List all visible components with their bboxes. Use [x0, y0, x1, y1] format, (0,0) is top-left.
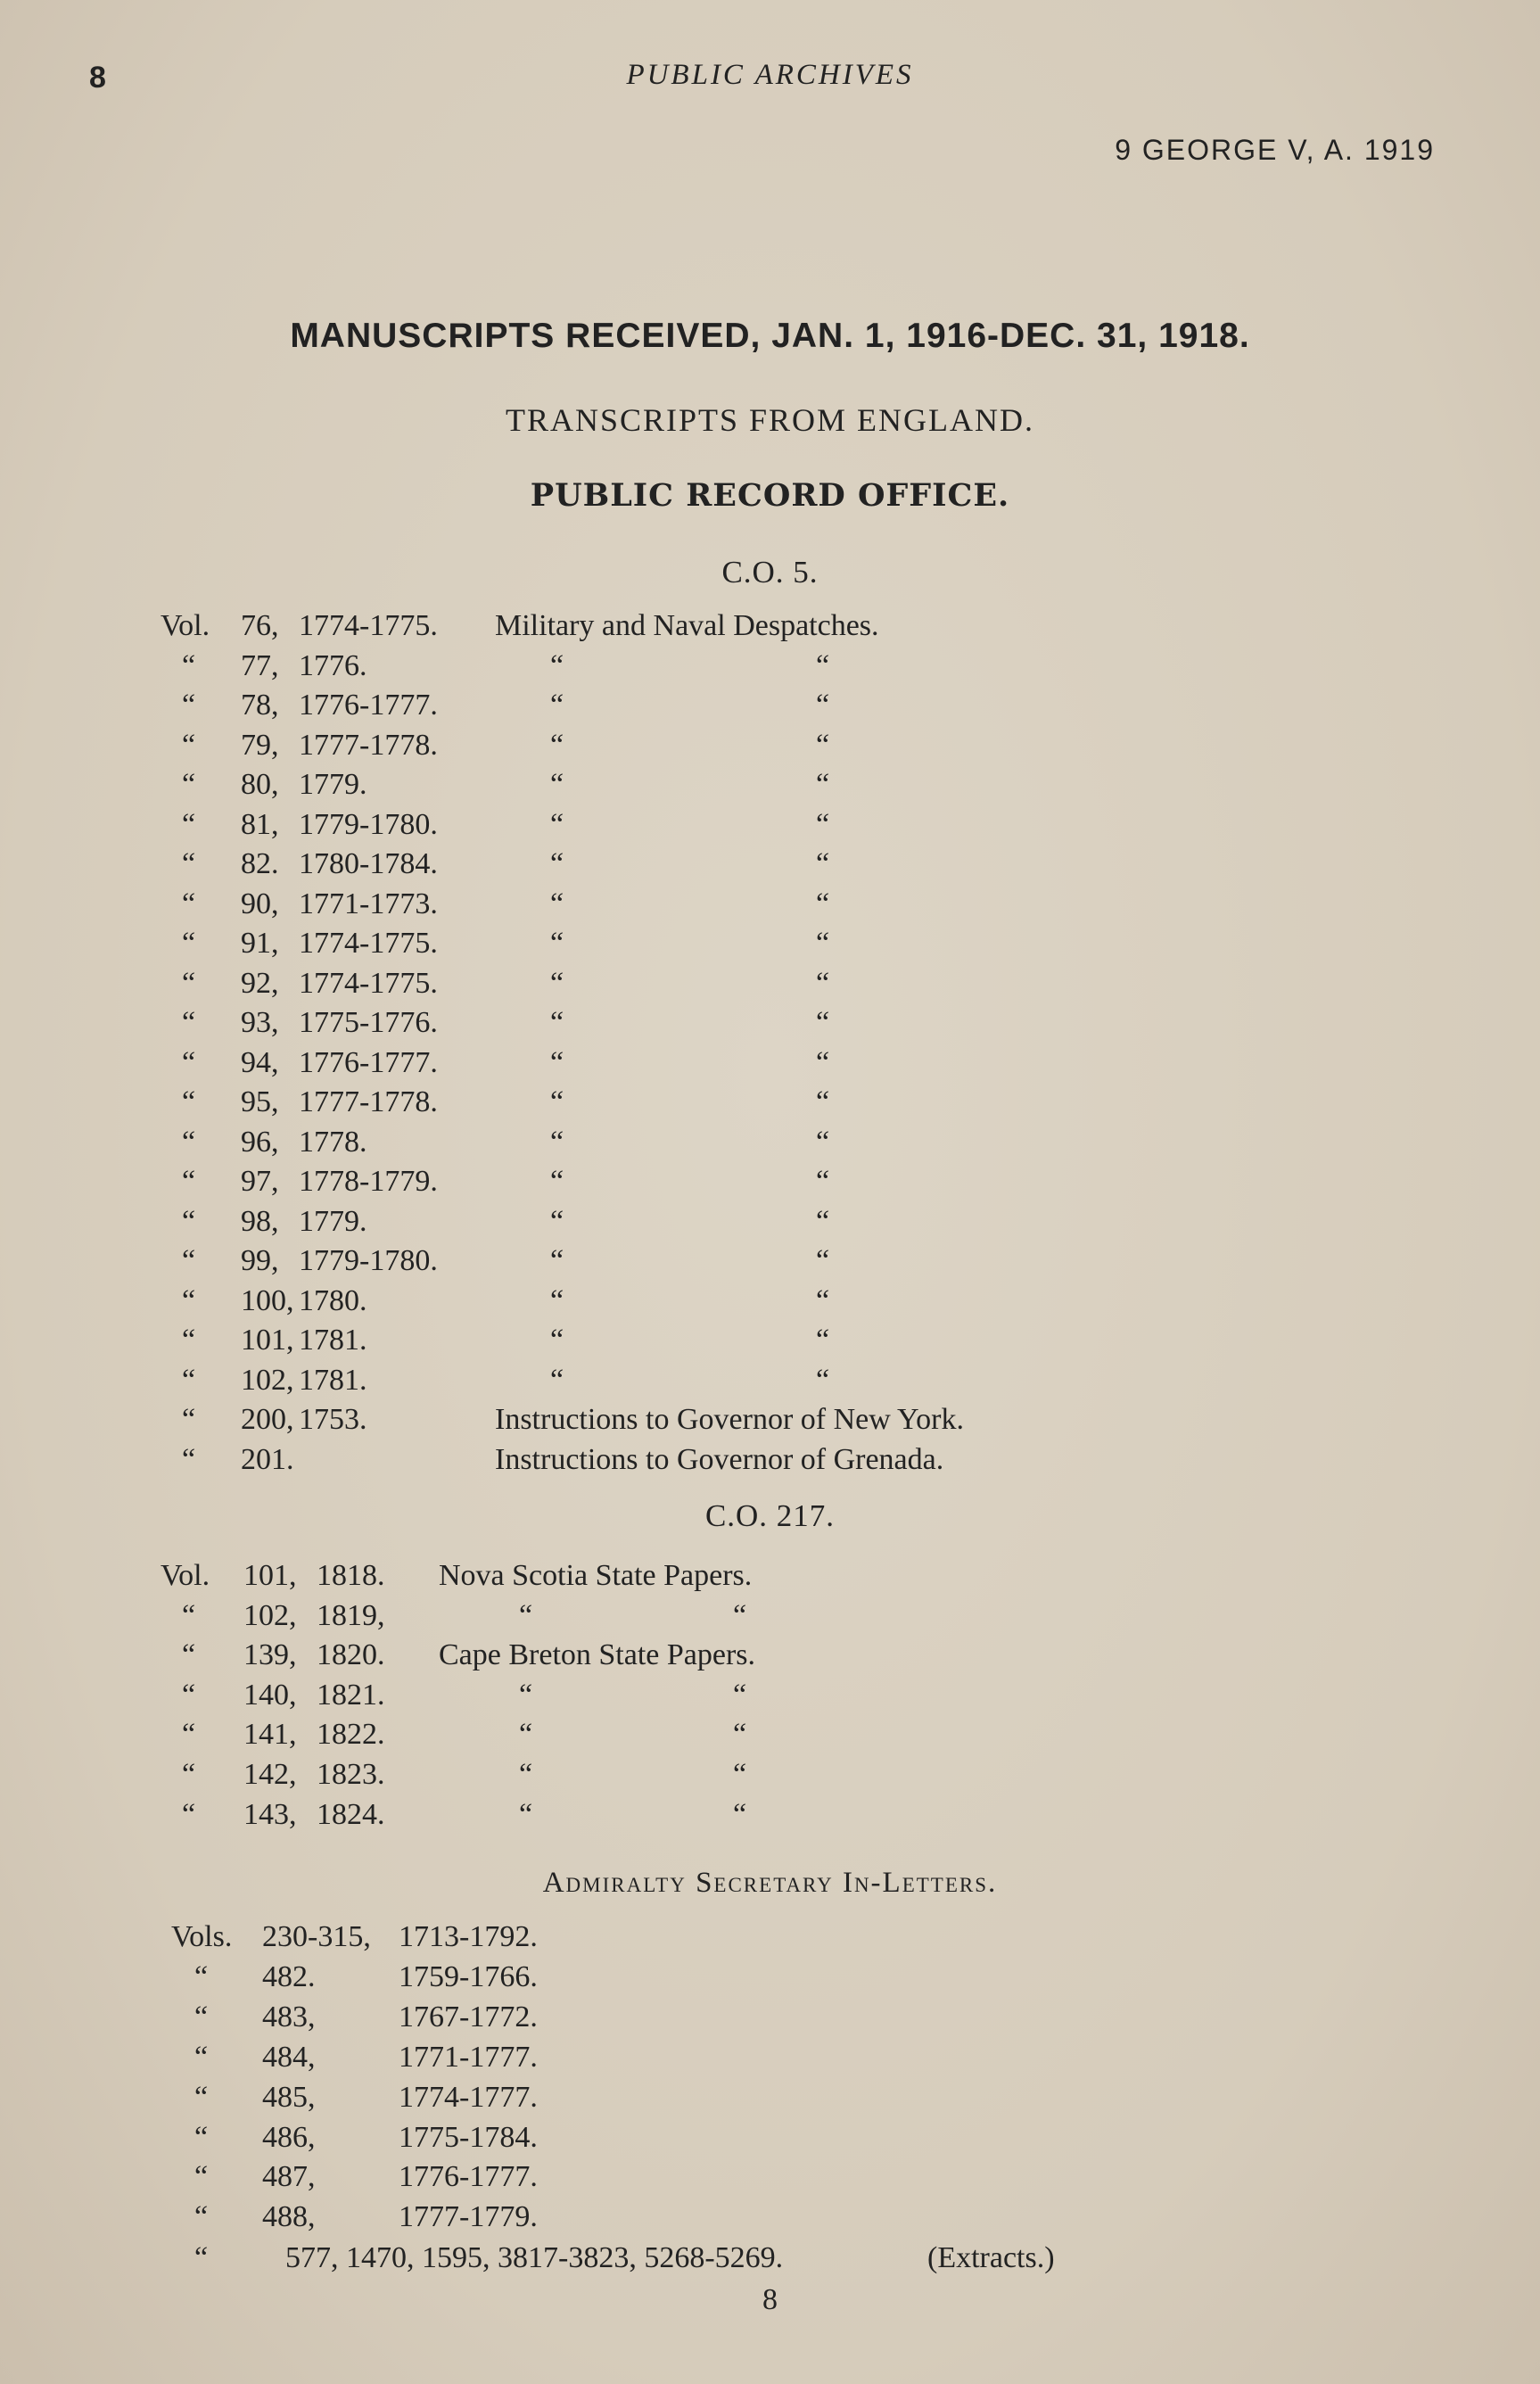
ditto-mark: “: [182, 966, 196, 1000]
ditto-mark: “: [816, 847, 830, 880]
ditto-mark: “: [550, 1363, 564, 1397]
table-row: [171, 2118, 1330, 2157]
ditto-mark: “: [182, 1363, 196, 1397]
volume-number: 487,: [262, 2160, 316, 2194]
description: Nova Scotia State Papers.: [439, 1559, 753, 1592]
ditto-mark: “: [182, 1598, 196, 1632]
table-row: [171, 1998, 1330, 2037]
ditto-mark: “: [182, 1797, 196, 1831]
table-row: [171, 2038, 1330, 2077]
ditto-mark: “: [182, 728, 196, 762]
volume-number: 94,: [241, 1045, 279, 1079]
page-number-top: 8: [89, 61, 106, 95]
table-row: [161, 885, 1320, 924]
years: 1776-1777.: [299, 1045, 438, 1079]
years: 1779.: [299, 768, 367, 801]
years: 1713-1792.: [399, 1920, 538, 1953]
ditto-mark: “: [816, 1204, 830, 1238]
years: 1779-1780.: [299, 807, 438, 841]
table-row: [161, 1282, 1320, 1321]
description: Instructions to Governor of Grenada.: [495, 1442, 944, 1476]
volume-number: 101,: [241, 1324, 294, 1357]
table-row: [161, 1241, 1320, 1281]
table-row: [161, 1003, 1320, 1043]
ditto-mark: “: [550, 847, 564, 880]
table-row: [161, 1400, 1320, 1439]
years: 1774-1775.: [299, 966, 438, 1000]
volume-number: 143,: [243, 1797, 297, 1831]
table-row: [161, 686, 1320, 725]
volume-number: 488,: [262, 2200, 316, 2234]
table-row: [161, 964, 1320, 1003]
ditto-mark: “: [182, 1244, 196, 1277]
table-row: [171, 1918, 1330, 1957]
volume-number: 93,: [241, 1006, 279, 1039]
table-row: [161, 1044, 1320, 1083]
co217-heading: C.O. 217.: [704, 1498, 836, 1533]
ditto-mark: “: [550, 728, 564, 762]
years: 1777-1778.: [299, 728, 438, 762]
volume-number: 142,: [243, 1758, 297, 1791]
volume-number: 96,: [241, 1125, 279, 1159]
table-row: [161, 1636, 1320, 1675]
volume-number: 485,: [262, 2080, 316, 2114]
ditto-mark: “: [733, 1678, 747, 1712]
years: 1822.: [317, 1718, 385, 1752]
ditto-mark: “: [194, 2040, 209, 2074]
page-number-bottom: 8: [762, 2283, 778, 2316]
years: 1779-1780.: [299, 1244, 438, 1277]
years: 1771-1773.: [299, 887, 438, 920]
ditto-mark: “: [816, 807, 830, 841]
ditto-mark: “: [733, 1758, 747, 1791]
table-row: [161, 805, 1320, 845]
ditto-mark: “: [519, 1758, 533, 1791]
ditto-mark: “: [816, 1244, 830, 1277]
table-row: [161, 1123, 1320, 1162]
volume-number: 80,: [241, 768, 279, 801]
volume-number: 99,: [241, 1244, 279, 1277]
table-row: [161, 765, 1320, 804]
ditto-mark: “: [816, 1045, 830, 1079]
ditto-mark: “: [816, 1125, 830, 1159]
ditto-mark: “: [816, 648, 830, 682]
ditto-mark: “: [733, 1598, 747, 1632]
years: 1776.: [299, 648, 367, 682]
volume-number: 201.: [241, 1442, 294, 1476]
volume-number: 483,: [262, 2000, 316, 2033]
ditto-mark: “: [182, 1125, 196, 1159]
years: 1777-1779.: [399, 2200, 538, 2234]
years: 1775-1784.: [399, 2120, 538, 2154]
ditto-mark: “: [550, 768, 564, 801]
volume-number: 97,: [241, 1165, 279, 1198]
ditto-mark: “: [519, 1718, 533, 1752]
volume-number: 90,: [241, 887, 279, 920]
ditto-mark: “: [733, 1797, 747, 1831]
ditto-mark: “: [182, 1638, 196, 1672]
description: Military and Naval Despatches.: [495, 609, 879, 642]
ditto-mark: “: [519, 1797, 533, 1831]
table-row: [161, 1755, 1320, 1794]
ditto-mark: “: [182, 807, 196, 841]
years: 1776-1777.: [399, 2160, 538, 2194]
years: 1778-1779.: [299, 1165, 438, 1198]
ditto-mark: “: [550, 1244, 564, 1277]
ditto-mark: “: [816, 1085, 830, 1118]
volume-number: 230-315,: [262, 1920, 371, 1953]
table-row: [161, 1083, 1320, 1122]
table-row: [161, 647, 1320, 686]
volume-number: 78,: [241, 689, 279, 722]
years: 1767-1772.: [399, 2000, 538, 2033]
volume-number: 76,: [241, 609, 279, 642]
volume-number: 102,: [243, 1598, 297, 1632]
ditto-mark: “: [182, 768, 196, 801]
admiralty-heading: Admiralty Secretary In-Letters.: [542, 1867, 998, 1899]
ditto-mark: “: [550, 648, 564, 682]
years: 1824.: [317, 1797, 385, 1831]
description: Cape Breton State Papers.: [439, 1638, 756, 1672]
ditto-mark: “: [182, 1758, 196, 1791]
volume-number: 102,: [241, 1363, 294, 1397]
running-head: PUBLIC ARCHIVES: [626, 59, 914, 91]
table-row: [161, 1676, 1320, 1715]
years: 1776-1777.: [299, 689, 438, 722]
description: Instructions to Governor of New York.: [495, 1403, 965, 1436]
edition-label: 9 GEORGE V, A. 1919: [1115, 134, 1435, 166]
ditto-mark: “: [816, 1363, 830, 1397]
table-row: [161, 1202, 1320, 1241]
table-row: [161, 1795, 1320, 1835]
ditto-mark: “: [816, 768, 830, 801]
ditto-mark: “: [194, 2200, 209, 2234]
years: 1777-1778.: [299, 1085, 438, 1118]
volume-number: 484,: [262, 2040, 316, 2074]
ditto-mark: “: [816, 728, 830, 762]
volume-number: 91,: [241, 927, 279, 960]
ditto-mark: “: [816, 1324, 830, 1357]
section-heading: PUBLIC RECORD OFFICE.: [530, 477, 1010, 514]
ditto-mark: “: [550, 887, 564, 920]
ditto-mark: “: [816, 1283, 830, 1317]
ditto-mark: “: [550, 927, 564, 960]
co5-heading: C.O. 5.: [721, 555, 819, 590]
volume-number: 101,: [243, 1559, 297, 1592]
ditto-mark: “: [550, 1165, 564, 1198]
ditto-mark: “: [816, 927, 830, 960]
volume-number: 77,: [241, 648, 279, 682]
table-row: [161, 1556, 1320, 1596]
ditto-mark: “: [550, 966, 564, 1000]
table-row: [161, 1162, 1320, 1201]
ditto-mark: “: [182, 1006, 196, 1039]
years: 1759-1766.: [399, 1959, 538, 1993]
extracts-volumes: 577, 1470, 1595, 3817-3823, 5268-5269.: [285, 2241, 784, 2274]
years: 1780-1784.: [299, 847, 438, 880]
years: 1781.: [299, 1324, 367, 1357]
volume-number: 141,: [243, 1718, 297, 1752]
table-row: [171, 2198, 1330, 2237]
years: 1781.: [299, 1363, 367, 1397]
table-row: [161, 845, 1320, 884]
years: 1820.: [317, 1638, 385, 1672]
ditto-mark: “: [194, 2241, 209, 2274]
ditto-mark: “: [733, 1718, 747, 1752]
volume-number: 482.: [262, 1959, 316, 1993]
table-row: [161, 1361, 1320, 1400]
volume-number: 92,: [241, 966, 279, 1000]
table-row: [171, 2157, 1330, 2197]
volume-number: 81,: [241, 807, 279, 841]
ditto-mark: “: [550, 1204, 564, 1238]
ditto-mark: “: [182, 1718, 196, 1752]
ditto-mark: “: [550, 1324, 564, 1357]
subtitle: TRANSCRIPTS FROM ENGLAND.: [505, 402, 1035, 438]
volume-number: 79,: [241, 728, 279, 762]
ditto-mark: “: [816, 966, 830, 1000]
ditto-mark: “: [182, 1442, 196, 1476]
ditto-mark: “: [550, 1283, 564, 1317]
ditto-mark: “: [182, 847, 196, 880]
volume-number: 95,: [241, 1085, 279, 1118]
ditto-mark: “: [194, 2120, 209, 2154]
extracts-note: (Extracts.): [927, 2241, 1055, 2274]
table-row: [171, 2078, 1330, 2117]
table-row: [161, 1440, 1320, 1480]
ditto-mark: “: [182, 1403, 196, 1436]
ditto-mark: “: [550, 807, 564, 841]
ditto-mark: “: [182, 689, 196, 722]
years: 1779.: [299, 1204, 367, 1238]
ditto-mark: “: [550, 1045, 564, 1079]
ditto-mark: “: [519, 1598, 533, 1632]
volume-number: 486,: [262, 2120, 316, 2154]
table-row: [161, 606, 1320, 646]
ditto-mark: “: [182, 927, 196, 960]
page-title: MANUSCRIPTS RECEIVED, JAN. 1, 1916-DEC. 31, 1918.: [290, 317, 1250, 355]
vol-label: Vols.: [171, 1920, 233, 1953]
extracts-row: [194, 2239, 1175, 2278]
ditto-mark: “: [550, 1085, 564, 1118]
years: 1774-1775.: [299, 927, 438, 960]
ditto-mark: “: [519, 1678, 533, 1712]
ditto-mark: “: [194, 1959, 209, 1993]
ditto-mark: “: [816, 689, 830, 722]
ditto-mark: “: [182, 1045, 196, 1079]
vol-label: Vol.: [161, 609, 210, 642]
ditto-mark: “: [182, 1283, 196, 1317]
ditto-mark: “: [194, 2000, 209, 2033]
years: 1774-1775.: [299, 609, 438, 642]
years: 1823.: [317, 1758, 385, 1791]
ditto-mark: “: [550, 1006, 564, 1039]
table-row: [161, 1321, 1320, 1360]
volume-number: 82.: [241, 847, 279, 880]
vol-label: Vol.: [161, 1559, 210, 1592]
years: 1753.: [299, 1403, 367, 1436]
ditto-mark: “: [816, 887, 830, 920]
table-row: [161, 726, 1320, 765]
table-row: [161, 924, 1320, 963]
ditto-mark: “: [194, 2160, 209, 2194]
ditto-mark: “: [182, 648, 196, 682]
ditto-mark: “: [550, 689, 564, 722]
ditto-mark: “: [816, 1006, 830, 1039]
ditto-mark: “: [816, 1165, 830, 1198]
years: 1775-1776.: [299, 1006, 438, 1039]
volume-number: 140,: [243, 1678, 297, 1712]
ditto-mark: “: [182, 1085, 196, 1118]
volume-number: 100,: [241, 1283, 294, 1317]
table-row: [161, 1715, 1320, 1754]
table-row: [161, 1596, 1320, 1636]
volume-number: 139,: [243, 1638, 297, 1672]
years: 1821.: [317, 1678, 385, 1712]
years: 1818.: [317, 1559, 385, 1592]
years: 1778.: [299, 1125, 367, 1159]
ditto-mark: “: [182, 1324, 196, 1357]
ditto-mark: “: [182, 1165, 196, 1198]
years: 1771-1777.: [399, 2040, 538, 2074]
table-row: [171, 1958, 1330, 1997]
years: 1774-1777.: [399, 2080, 538, 2114]
ditto-mark: “: [550, 1125, 564, 1159]
ditto-mark: “: [194, 2080, 209, 2114]
volume-number: 98,: [241, 1204, 279, 1238]
volume-number: 200,: [241, 1403, 294, 1436]
ditto-mark: “: [182, 887, 196, 920]
years: 1819,: [317, 1598, 385, 1632]
ditto-mark: “: [182, 1204, 196, 1238]
ditto-mark: “: [182, 1678, 196, 1712]
years: 1780.: [299, 1283, 367, 1317]
